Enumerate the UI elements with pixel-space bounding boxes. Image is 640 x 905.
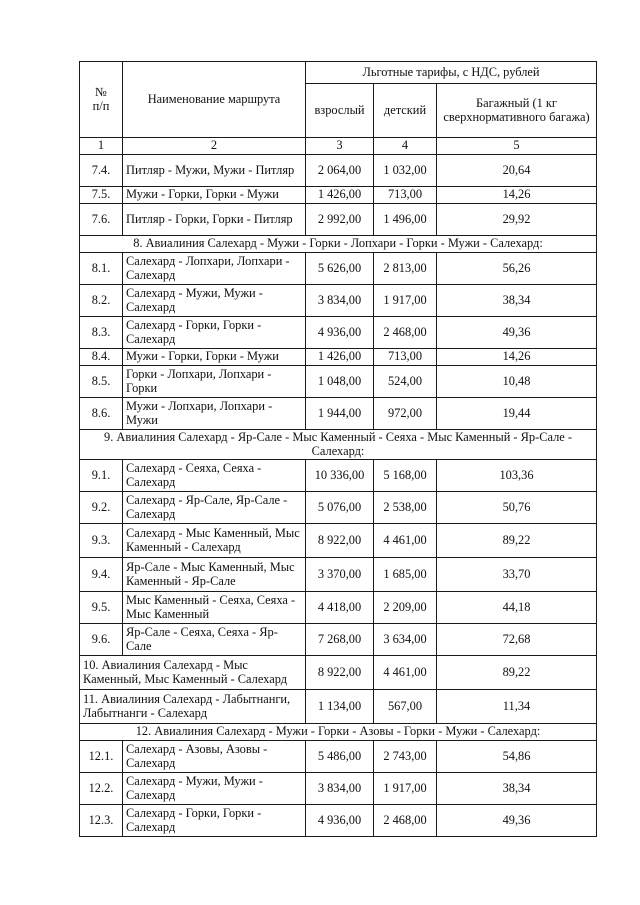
tariff-child: 1 917,00 — [374, 773, 437, 805]
tariff-adult: 1 134,00 — [306, 690, 374, 724]
tariff-baggage: 54,86 — [437, 741, 597, 773]
table-row — [80, 805, 597, 837]
tariff-adult: 5 626,00 — [306, 253, 374, 285]
table-row — [80, 317, 597, 349]
row-number: 8.2. — [80, 285, 123, 317]
table-row — [80, 690, 597, 724]
route-name: Салехард - Лопхари, Лопхари - Салехард — [123, 253, 306, 285]
route-name: Салехард - Горки, Горки - Салехард — [123, 805, 306, 837]
row-number: 9.4. — [80, 558, 123, 592]
row-number: 12.3. — [80, 805, 123, 837]
route-name: Мыс Каменный - Сеяха, Сеяха - Мыс Каменный — [123, 592, 306, 624]
tariff-child: 713,00 — [374, 349, 437, 366]
table-header — [80, 62, 597, 155]
tariff-baggage: 11,34 — [437, 690, 597, 724]
tariff-child: 2 743,00 — [374, 741, 437, 773]
column-number: 3 — [306, 138, 374, 155]
tariff-baggage: 29,92 — [437, 204, 597, 236]
route-name: Горки - Лопхари, Лопхари - Горки — [123, 366, 306, 398]
tariff-adult: 1 426,00 — [306, 187, 374, 204]
route-name: Салехард - Мужи, Мужи - Салехард — [123, 773, 306, 805]
tariff-child: 2 538,00 — [374, 492, 437, 524]
row-number: 9.6. — [80, 624, 123, 656]
tariff-adult: 4 418,00 — [306, 592, 374, 624]
tariff-child: 1 917,00 — [374, 285, 437, 317]
row-number: 12.1. — [80, 741, 123, 773]
route-name: 11. Авиалиния Салехард - Лабытнанги, Лабытнанги - Салехард — [80, 690, 306, 724]
column-number: 2 — [123, 138, 306, 155]
table-body — [80, 155, 597, 837]
tariff-adult: 3 834,00 — [306, 285, 374, 317]
tariff-child: 2 813,00 — [374, 253, 437, 285]
tariff-baggage: 14,26 — [437, 187, 597, 204]
table-row — [80, 460, 597, 492]
table-row — [80, 558, 597, 592]
tariff-adult: 4 936,00 — [306, 317, 374, 349]
tariff-adult: 8 922,00 — [306, 656, 374, 690]
tariff-baggage: 20,64 — [437, 155, 597, 187]
tariff-adult: 1 944,00 — [306, 398, 374, 430]
header-adult: взрослый — [306, 84, 374, 138]
tariff-baggage: 33,70 — [437, 558, 597, 592]
route-name: Салехард - Сеяха, Сеяха - Салехард — [123, 460, 306, 492]
tariff-adult: 1 048,00 — [306, 366, 374, 398]
section-row — [80, 724, 597, 741]
row-number: 9.5. — [80, 592, 123, 624]
row-number: 8.3. — [80, 317, 123, 349]
row-number: 8.4. — [80, 349, 123, 366]
header-baggage: Багажный (1 кг сверхнормативного багажа) — [437, 84, 597, 138]
tariff-child: 972,00 — [374, 398, 437, 430]
route-name: Яр-Сале - Мыс Каменный, Мыс Каменный - Яр-Сале — [123, 558, 306, 592]
route-name: Салехард - Горки, Горки - Салехард — [123, 317, 306, 349]
table-row — [80, 253, 597, 285]
route-name: Мужи - Горки, Горки - Мужи — [123, 349, 306, 366]
tariff-baggage: 10,48 — [437, 366, 597, 398]
tariff-baggage: 49,36 — [437, 805, 597, 837]
row-number: 8.1. — [80, 253, 123, 285]
tariff-child: 1 496,00 — [374, 204, 437, 236]
tariff-adult: 4 936,00 — [306, 805, 374, 837]
table-row — [80, 741, 597, 773]
tariff-adult: 3 370,00 — [306, 558, 374, 592]
tariff-baggage: 56,26 — [437, 253, 597, 285]
row-number: 12.2. — [80, 773, 123, 805]
tariff-child: 2 209,00 — [374, 592, 437, 624]
tariff-adult: 3 834,00 — [306, 773, 374, 805]
row-number: 9.1. — [80, 460, 123, 492]
tariff-baggage: 38,34 — [437, 773, 597, 805]
table-row — [80, 204, 597, 236]
tariff-baggage: 72,68 — [437, 624, 597, 656]
table-row — [80, 656, 597, 690]
tariff-baggage: 14,26 — [437, 349, 597, 366]
table-row — [80, 592, 597, 624]
row-number: 7.4. — [80, 155, 123, 187]
table-row — [80, 285, 597, 317]
tariff-adult: 5 486,00 — [306, 741, 374, 773]
tariff-child: 567,00 — [374, 690, 437, 724]
table-row — [80, 349, 597, 366]
tariff-child: 2 468,00 — [374, 317, 437, 349]
tariff-baggage: 49,36 — [437, 317, 597, 349]
row-number: 9.2. — [80, 492, 123, 524]
tariff-child: 4 461,00 — [374, 656, 437, 690]
tariff-adult: 1 426,00 — [306, 349, 374, 366]
table-row — [80, 524, 597, 558]
tariff-child: 524,00 — [374, 366, 437, 398]
table-row — [80, 366, 597, 398]
route-name: Питляр - Горки, Горки - Питляр — [123, 204, 306, 236]
route-name: Питляр - Мужи, Мужи - Питляр — [123, 155, 306, 187]
header-child: детский — [374, 84, 437, 138]
column-number: 1 — [80, 138, 123, 155]
route-name: Мужи - Горки, Горки - Мужи — [123, 187, 306, 204]
tariff-adult: 2 992,00 — [306, 204, 374, 236]
table-row — [80, 492, 597, 524]
tariff-adult: 2 064,00 — [306, 155, 374, 187]
tariff-child: 1 685,00 — [374, 558, 437, 592]
route-name: Яр-Сале - Сеяха, Сеяха - Яр-Сале — [123, 624, 306, 656]
tariff-child: 5 168,00 — [374, 460, 437, 492]
tariffs-table — [79, 61, 597, 837]
section-title: 8. Авиалиния Салехард - Мужи - Горки - Лопхари - Горки - Мужи - Салехард: — [80, 236, 597, 253]
tariff-baggage: 44,18 — [437, 592, 597, 624]
tariff-adult: 7 268,00 — [306, 624, 374, 656]
route-name: Салехард - Азовы, Азовы - Салехард — [123, 741, 306, 773]
tariff-baggage: 50,76 — [437, 492, 597, 524]
section-row — [80, 236, 597, 253]
route-name: Салехард - Мыс Каменный, Мыс Каменный - Салехард — [123, 524, 306, 558]
tariff-child: 713,00 — [374, 187, 437, 204]
section-title: 9. Авиалиния Салехард - Яр-Сале - Мыс Каменный - Сеяха - Мыс Каменный - Яр-Сале - Салехард: — [80, 430, 597, 460]
route-name: 10. Авиалиния Салехард - Мыс Каменный, Мыс Каменный - Салехард — [80, 656, 306, 690]
row-number: 8.6. — [80, 398, 123, 430]
tariff-baggage: 89,22 — [437, 656, 597, 690]
tariff-adult: 10 336,00 — [306, 460, 374, 492]
section-title: 12. Авиалиния Салехард - Мужи - Горки - Азовы - Горки - Мужи - Салехард: — [80, 724, 597, 741]
tariff-child: 2 468,00 — [374, 805, 437, 837]
header-route: Наименование маршрута — [123, 62, 306, 138]
table-row — [80, 398, 597, 430]
tariff-adult: 5 076,00 — [306, 492, 374, 524]
column-number: 5 — [437, 138, 597, 155]
route-name: Салехард - Мужи, Мужи - Салехард — [123, 285, 306, 317]
row-number: 9.3. — [80, 524, 123, 558]
column-number: 4 — [374, 138, 437, 155]
header-num: № п/п — [80, 62, 123, 138]
route-name: Салехард - Яр-Сале, Яр-Сале - Салехард — [123, 492, 306, 524]
tariff-baggage: 38,34 — [437, 285, 597, 317]
row-number: 7.5. — [80, 187, 123, 204]
tariff-child: 4 461,00 — [374, 524, 437, 558]
header-tariffs-group: Льготные тарифы, с НДС, рублей — [306, 62, 597, 84]
row-number: 7.6. — [80, 204, 123, 236]
route-name: Мужи - Лопхари, Лопхари - Мужи — [123, 398, 306, 430]
tariff-child: 1 032,00 — [374, 155, 437, 187]
section-row — [80, 430, 597, 460]
table-row — [80, 155, 597, 187]
table-row — [80, 624, 597, 656]
tariff-adult: 8 922,00 — [306, 524, 374, 558]
tariff-baggage: 19,44 — [437, 398, 597, 430]
table-row — [80, 773, 597, 805]
tariff-baggage: 89,22 — [437, 524, 597, 558]
table-row — [80, 187, 597, 204]
tariff-child: 3 634,00 — [374, 624, 437, 656]
row-number: 8.5. — [80, 366, 123, 398]
tariff-baggage: 103,36 — [437, 460, 597, 492]
